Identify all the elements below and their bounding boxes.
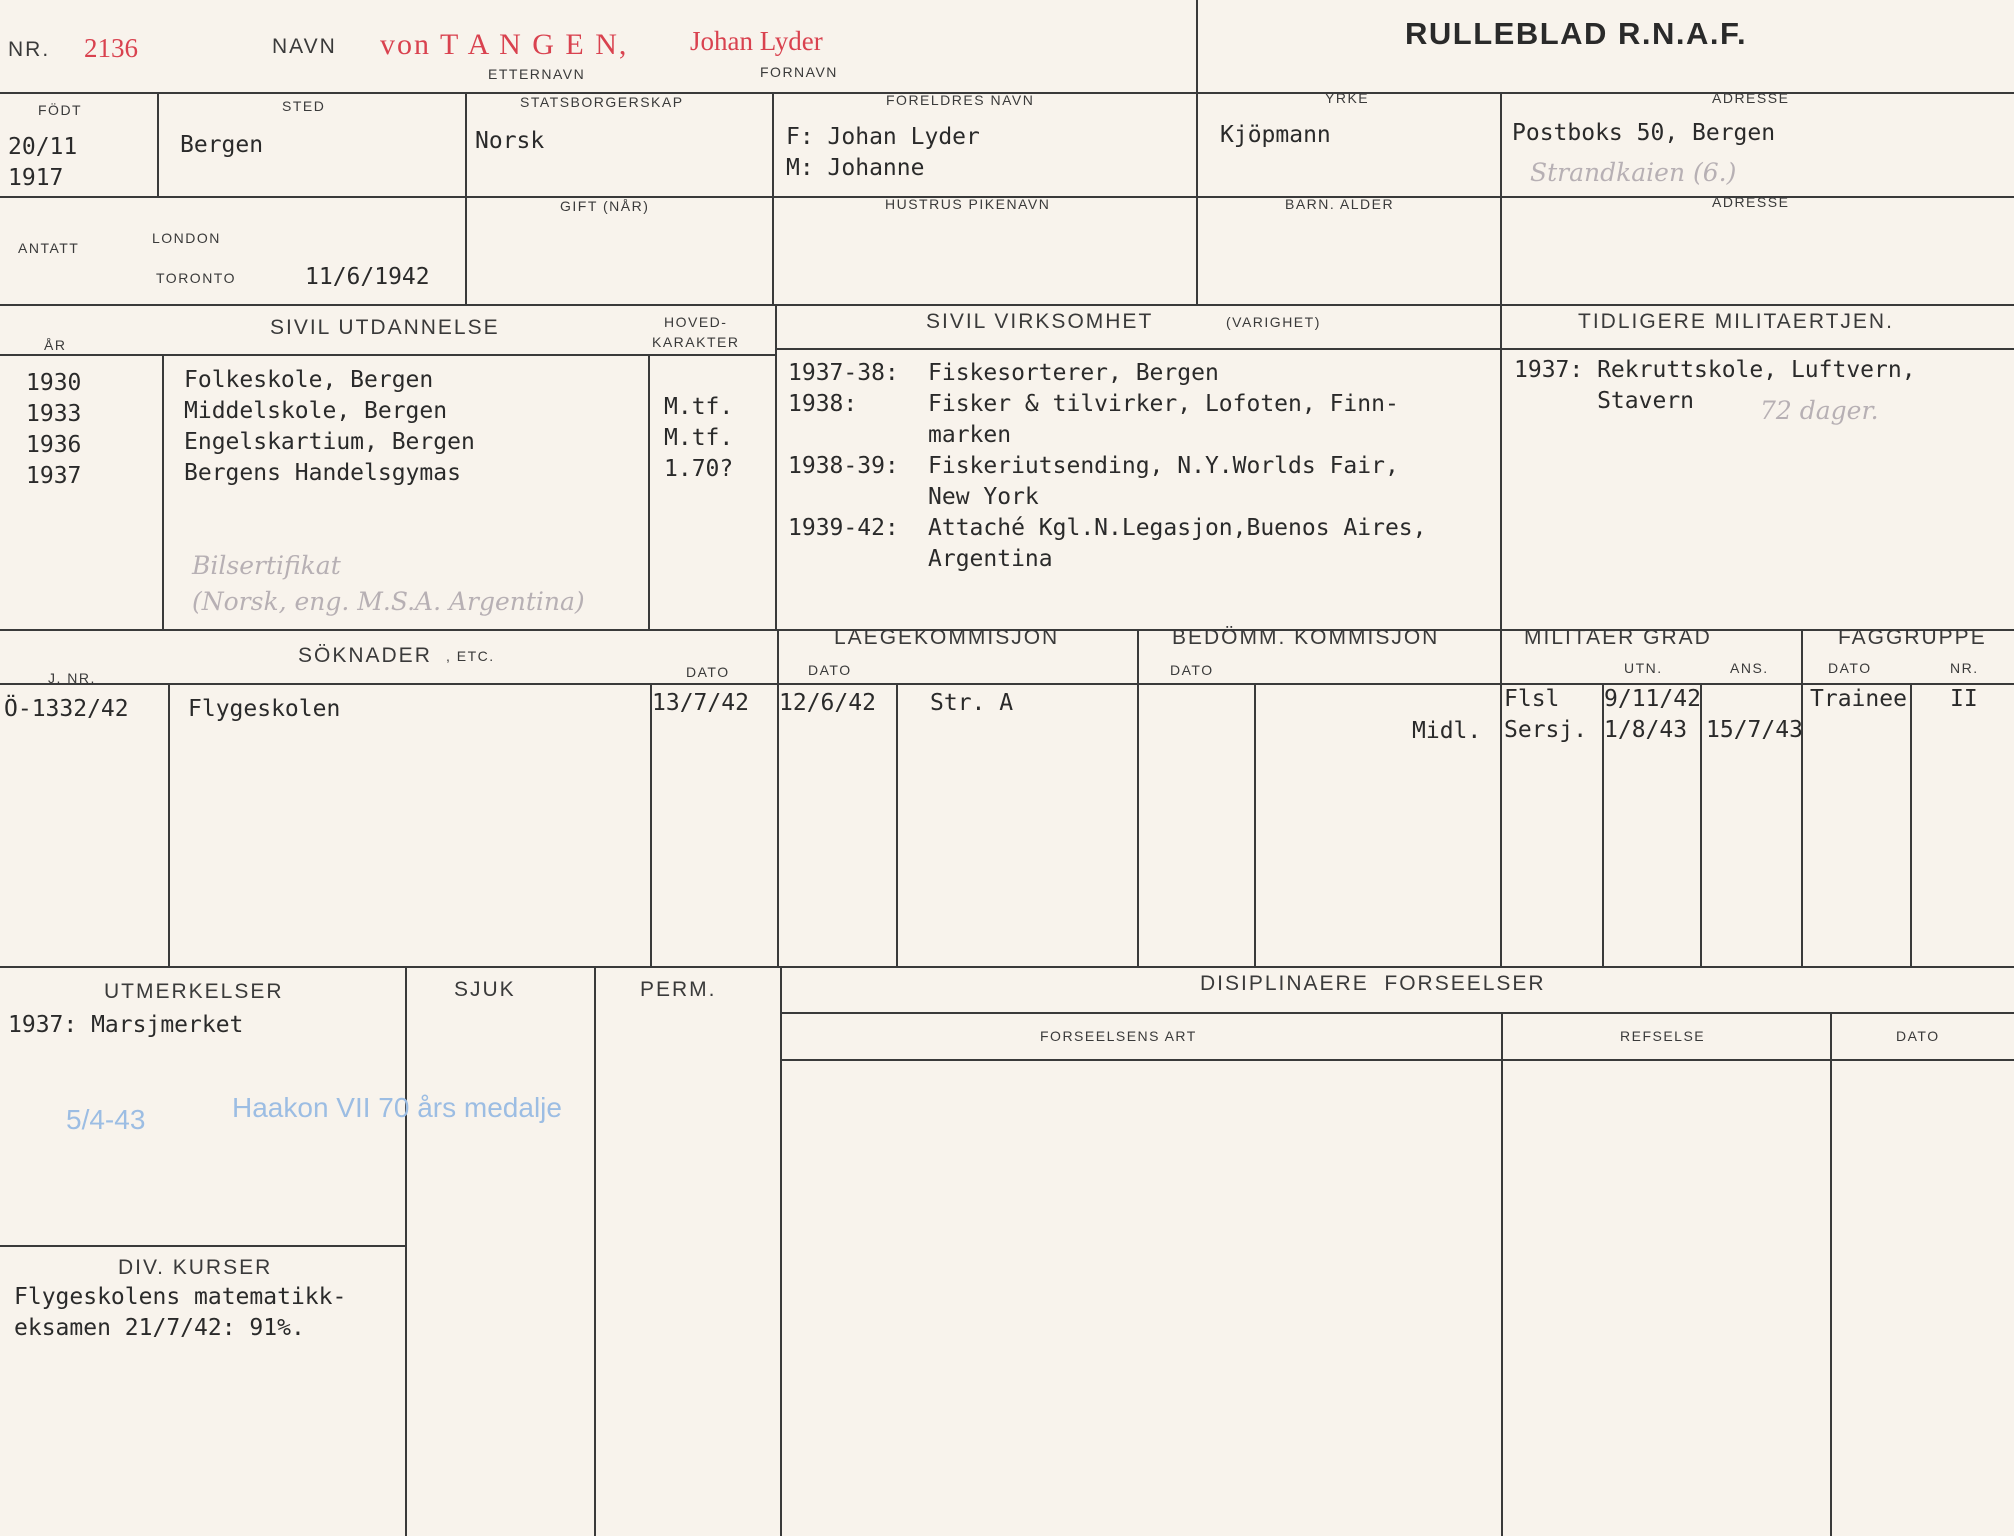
education-pencil-note: Bilsertifikat (Norsk, eng. M.S.A. Argentina) [192,551,585,616]
rule-perm-disc [780,966,782,1536]
medical-dato-value: 12/6/42 [779,690,876,716]
civil-activity-title: SIVIL VIRKSOMHET [926,310,1154,333]
rule-sjuk-perm [594,966,596,1536]
discipline-refselse-label: REFSELSE [1620,1028,1706,1044]
rule-yrke-adresse [1500,92,1502,304]
applications-dato-label: DATO [686,664,730,680]
rank-ans-values: 15/7/43 [1706,717,1803,743]
rule-bedomm-grad [1500,629,1502,966]
assessment-title: BEDÖMM. KOMMISJON [1172,626,1440,649]
rule-fag-dato-nr [1910,683,1912,966]
jnr-label: J. NR. [48,670,96,686]
rank-utn-values: 9/11/42 1/8/43 [1604,686,1701,743]
assessment-dato-label: DATO [1170,662,1214,678]
rule-section4-top [0,966,2014,968]
etternavn-value: von T A N G E N, [380,28,629,61]
application-dato-value: 13/7/42 [652,690,749,716]
courses-value: Flygeskolens matematikk- eksamen 21/7/42: 91%. [14,1284,347,1341]
prior-military-value: 1937: Rekruttskole, Luftvern, Stavern [1514,357,1916,414]
discipline-dato-label: DATO [1896,1028,1940,1044]
fodt-label: FÖDT [38,102,83,118]
civil-activity-descriptions: Fiskesorterer, Bergen Fisker & tilvirker, Lofoten, Finn- marken Fiskeriutsending, N.Y.Worlds Fair, New York Attaché Kgl.N.Legasjon,Buenos Aires, Argentina [928,360,1427,572]
perm-label: PERM. [640,978,717,1001]
rank-title: MILITAER GRAD [1524,626,1712,649]
fornavn-label: FORNAVN [760,64,838,80]
rule-jnr-text [168,683,170,966]
yrke-value: Kjöpmann [1220,122,1331,148]
ar-label: ÅR [44,337,67,353]
rule-grade-civil [775,304,777,629]
education-grades: M.tf. M.tf. 1.70? [664,394,734,482]
rule-art-refselse [1501,1012,1503,1536]
utn-label: UTN. [1624,660,1663,676]
awards-title: UTMERKELSER [104,980,284,1003]
rule-laege-mid [896,683,898,966]
rule-grad-fag [1801,629,1803,966]
statsborgerskap-value: Norsk [475,128,545,154]
adresse-label: ADRESSE [1712,90,1790,106]
barn-label: BARN. ALDER [1285,196,1395,212]
assessment-midl-value: Midl. [1412,718,1482,744]
sted-label: STED [282,98,326,114]
fodt-value: 20/11 1917 [8,134,78,191]
prior-military-title: TIDLIGERE MILITAERTJEN. [1578,310,1894,333]
rule-utm-sjuk [405,966,407,1536]
hustrus-label: HUSTRUS PIKENAVN [885,196,1051,212]
rule-laege-bedomm [1137,629,1139,966]
award-stamp-text: Haakon VII 70 års medalje [232,1092,562,1123]
application-text: Flygeskolen [188,696,341,722]
adresse-value: Postboks 50, Bergen [1512,120,1776,146]
rule-courses-top [0,1245,407,1247]
rule-section2-sub-left [0,354,776,356]
sjuk-label: SJUK [454,978,516,1001]
medical-result: Str. A [930,690,1014,716]
education-title: SIVIL UTDANNELSE [270,316,500,339]
hovedkarakter-label: HOVED- KARAKTER [652,314,740,350]
etternavn-label: ETTERNAVN [488,66,586,82]
prior-military-pencil: 72 dager. [1760,396,1879,425]
discipline-art-label: FORSEELSENS ART [1040,1028,1197,1044]
rule-section2-top [0,304,2014,306]
rule-fodt-sted [157,92,159,196]
discipline-title: DISIPLINAERE FORSEELSER [1200,972,1546,995]
faggruppe-nr-label: NR. [1950,660,1979,676]
fornavn-value: Johan Lyder [690,26,823,56]
rule-school-grade [648,354,650,629]
ans-label: ANS. [1730,660,1769,676]
rule-refselse-dato [1830,1012,1832,1536]
gift-label: GIFT (NÅR) [560,198,650,214]
nr-value: 2136 [84,33,138,63]
rank-grade-values: Flsl Sersj. [1504,686,1588,743]
jnr-value: Ö-1332/42 [4,696,129,722]
faggruppe-dato-value: Trainee [1810,686,1907,712]
faggruppe-dato-label: DATO [1828,660,1872,676]
medical-dato-label: DATO [808,662,852,678]
rule-header-divider [1196,0,1198,304]
rule-ar-school [162,354,164,629]
awards-value: 1937: Marsjmerket [8,1012,244,1038]
foreldres-label: FORELDRES NAVN [886,92,1035,108]
adresse2-label: ADRESSE [1712,194,1790,210]
navn-label: NAVN [272,35,337,58]
yrke-label: YRKE [1325,90,1370,106]
statsborgerskap-label: STATSBORGERSKAP [520,94,684,110]
rule-stats-foreldre [772,92,774,304]
faggruppe-nr-value: II [1950,686,1978,712]
education-schools: Folkeskole, Bergen Middelskole, Bergen Engelskartium, Bergen Bergens Handelsgymas [184,367,475,486]
education-years: 1930 1933 1936 1937 [26,370,82,489]
antatt-label: ANTATT [18,240,80,256]
award-stamp-date: 5/4-43 [66,1104,146,1135]
adresse-pencil-note: Strandkaien (6.) [1530,158,1737,187]
applications-etc-label: , ETC. [446,648,495,664]
medical-title: LAEGEKOMMISJON [834,626,1060,649]
courses-title: DIV. KURSER [118,1256,273,1279]
rule-text-dato [650,683,652,966]
varighet-label: (VARIGHET) [1226,314,1321,330]
faggruppe-title: FAGGRUPPE [1838,626,1987,649]
foreldres-value: F: Johan Lyder M: Johanne [786,124,980,181]
toronto-label: TORONTO [156,270,236,286]
rule-sted-stats [465,92,467,304]
page-title: RULLEBLAD R.N.A.F. [1405,16,1748,51]
rule-bedomm-mid [1254,683,1256,966]
toronto-value: 11/6/1942 [305,264,430,290]
rule-dato-laege [777,629,779,966]
sted-value: Bergen [180,132,264,158]
rule-civil-military [1500,304,1502,629]
applications-title: SÖKNADER [298,644,432,667]
nr-label: NR. [8,38,51,61]
london-label: LONDON [152,230,221,246]
civil-activity-periods: 1937-38: 1938: 1938-39: 1939-42: [788,360,899,541]
rule-section2-sub [776,348,2014,350]
